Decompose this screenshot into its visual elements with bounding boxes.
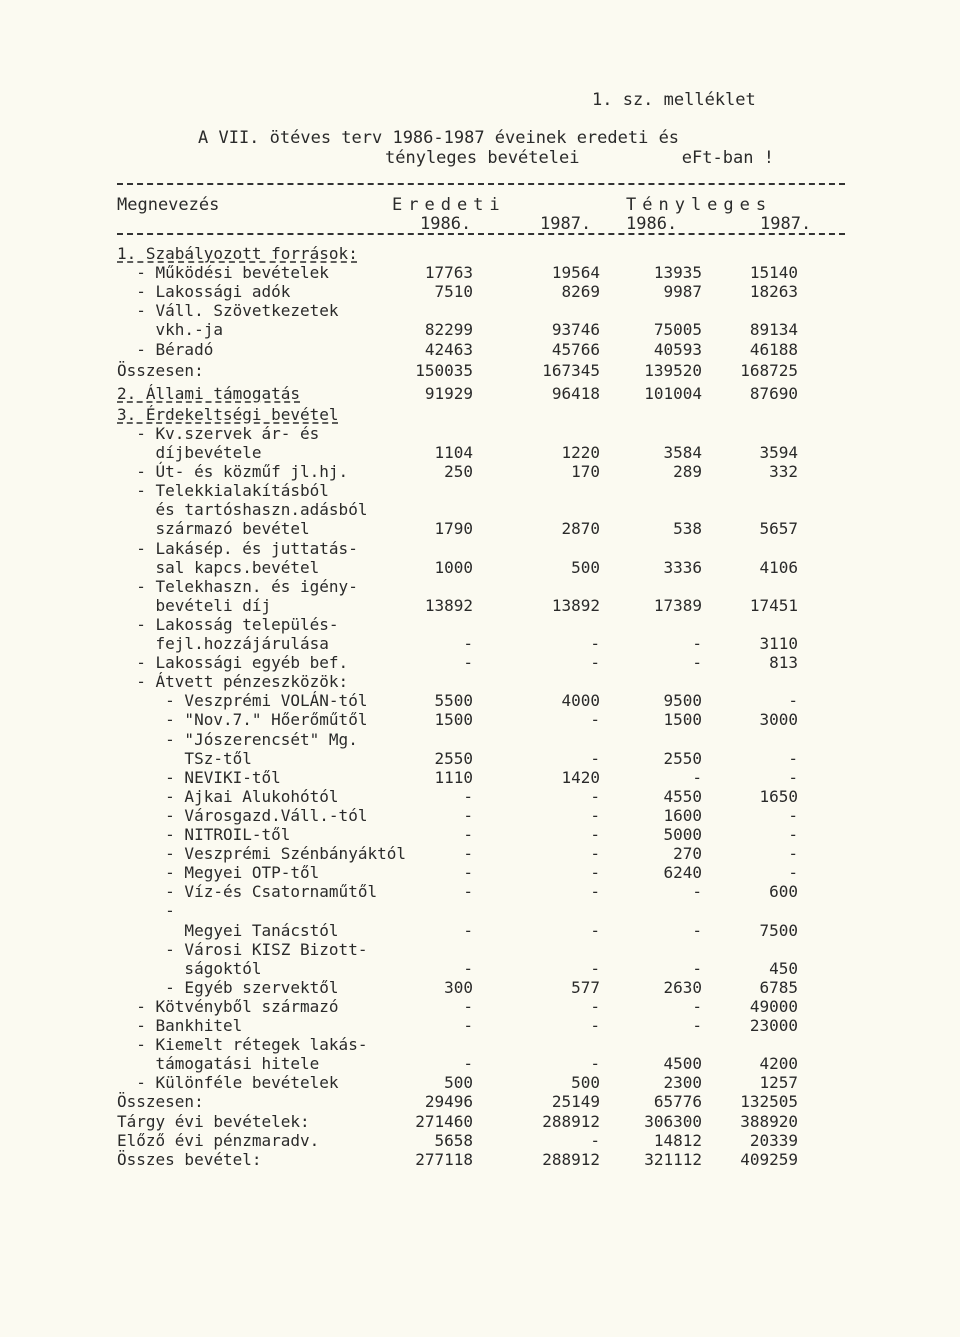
row-value: - — [590, 805, 600, 825]
title-line-1: A VII. ötéves terv 1986-1987 éveinek eredeti és — [198, 128, 680, 148]
table-row — [0, 361, 960, 380]
row-value: - — [692, 767, 702, 787]
row-label: - Lakásép. és juttatás- — [117, 538, 358, 558]
row-value: 150035 — [415, 360, 473, 380]
table-row — [0, 539, 960, 558]
row-value: - — [692, 634, 702, 653]
row-label: és tartóshaszn.adásból — [117, 500, 368, 520]
table-row — [0, 844, 960, 863]
row-value: 1500 — [434, 710, 473, 730]
row-value: 14812 — [653, 1130, 702, 1150]
row-value: 2300 — [663, 1073, 702, 1093]
row-value: 93746 — [551, 320, 600, 340]
row-label: - Városi KISZ Bizott- — [117, 939, 368, 959]
row-value: 3594 — [759, 443, 798, 462]
table-row — [0, 320, 960, 339]
row-value: - — [590, 748, 600, 768]
row-value: - — [692, 653, 702, 673]
row-value: 91929 — [424, 383, 473, 403]
table-row — [0, 1073, 960, 1092]
row-value: 65776 — [653, 1092, 702, 1112]
row-value: 139520 — [644, 360, 702, 380]
row-value: 4106 — [759, 557, 798, 577]
row-value: - — [590, 882, 600, 902]
table-row — [0, 282, 960, 301]
table-row — [0, 806, 960, 825]
row-value: 409259 — [740, 1149, 798, 1169]
row-value: 2630 — [663, 977, 702, 997]
row-label: - "Jószerencsét" Mg. — [117, 729, 358, 749]
row-label: - Út- és közműf jl.hj. — [117, 462, 349, 482]
table-row — [0, 959, 960, 978]
row-value: - — [590, 920, 600, 940]
table-row — [0, 1150, 960, 1169]
row-value: 300 — [444, 977, 473, 997]
row-value: - — [590, 1130, 600, 1150]
column-header-eredeti: Eredeti — [392, 195, 506, 215]
row-value: - — [463, 1016, 473, 1035]
row-value: 500 — [571, 1073, 600, 1093]
row-value: 9500 — [663, 691, 702, 711]
row-value: 4500 — [663, 1054, 702, 1074]
row-value: - — [788, 691, 798, 711]
row-value: - — [692, 882, 702, 902]
table-row — [0, 1054, 960, 1073]
row-value: - — [463, 805, 473, 825]
row-value: 1220 — [561, 443, 600, 462]
row-value: 332 — [769, 462, 798, 482]
row-value: 18263 — [749, 282, 798, 302]
table-row — [0, 653, 960, 672]
row-value: 250 — [444, 462, 473, 482]
row-label: Tárgy évi bevételek: — [117, 1111, 310, 1131]
row-value: - — [590, 1054, 600, 1074]
row-value: 1600 — [663, 805, 702, 825]
row-label: - "Nov.7." Hőerőműtől — [117, 710, 368, 730]
row-value: 3584 — [663, 443, 702, 462]
title-line-2: tényleges bevételei eFt-ban ! — [385, 148, 774, 168]
table-row — [0, 997, 960, 1016]
column-header-tenyleges: Tényleges — [626, 195, 773, 215]
row-value: 271460 — [415, 1111, 473, 1131]
row-value: 270 — [673, 844, 702, 864]
row-label: - Váll. Szövetkezetek — [117, 301, 339, 321]
row-value: - — [788, 863, 798, 883]
row-value: 168725 — [740, 360, 798, 380]
row-value: 17389 — [653, 595, 702, 615]
table-row — [0, 481, 960, 500]
row-label: fejl.hozzájárulása — [117, 634, 329, 653]
row-value: - — [463, 634, 473, 653]
row-label: - Ajkai Alukohótól — [117, 786, 339, 806]
row-value: 6785 — [759, 977, 798, 997]
row-value: - — [590, 653, 600, 673]
row-value: 288912 — [542, 1111, 600, 1131]
row-label: 1. Szabályozott források: — [117, 244, 358, 263]
row-value: 42463 — [424, 339, 473, 359]
table-row — [0, 1131, 960, 1150]
row-value: - — [590, 634, 600, 653]
row-value: 15140 — [749, 263, 798, 283]
table-row — [0, 244, 960, 263]
table-row — [0, 405, 960, 424]
row-value: - — [692, 1016, 702, 1035]
row-label: sal kapcs.bevétel — [117, 557, 320, 577]
table-row — [0, 577, 960, 596]
row-label: díjbevétele — [117, 443, 262, 462]
row-value: 813 — [769, 653, 798, 673]
row-value: 40593 — [653, 339, 702, 359]
row-value: - — [788, 767, 798, 787]
table-row — [0, 340, 960, 359]
row-label: - Lakossági egyéb bef. — [117, 653, 349, 673]
year-header: 1987. — [760, 214, 812, 234]
row-value: - — [463, 920, 473, 940]
row-value: 17451 — [749, 595, 798, 615]
row-value: 1000 — [434, 557, 473, 577]
row-value: 45766 — [551, 339, 600, 359]
row-value: 25149 — [551, 1092, 600, 1112]
row-value: 5658 — [434, 1130, 473, 1150]
row-value: 277118 — [415, 1149, 473, 1169]
table-row — [0, 825, 960, 844]
table-row — [0, 443, 960, 462]
row-value: - — [590, 1016, 600, 1035]
row-value: - — [692, 996, 702, 1016]
row-value: 1257 — [759, 1073, 798, 1093]
row-value: - — [788, 825, 798, 844]
row-value: 4550 — [663, 786, 702, 806]
row-label: Összes bevétel: — [117, 1149, 262, 1169]
row-label: - Víz-és Csatornaműtől — [117, 882, 378, 902]
row-value: - — [590, 786, 600, 806]
row-label: 2. Állami támogatás — [117, 383, 301, 403]
row-label: TSz-től — [117, 748, 252, 768]
divider-top — [117, 183, 845, 185]
row-label: - Lakosság település- — [117, 614, 339, 634]
row-value: 170 — [571, 462, 600, 482]
table-row — [0, 672, 960, 691]
row-value: - — [463, 844, 473, 864]
row-label: - Veszprémi VOLÁN-tól — [117, 691, 368, 711]
row-value: 7500 — [759, 920, 798, 940]
row-value: - — [788, 844, 798, 864]
divider-header — [117, 233, 845, 235]
row-value: - — [463, 996, 473, 1016]
table-row — [0, 1092, 960, 1111]
table-row — [0, 301, 960, 320]
row-value: 9987 — [663, 282, 702, 302]
row-value: 1110 — [434, 767, 473, 787]
row-value: 46188 — [749, 339, 798, 359]
table-row — [0, 462, 960, 481]
row-label: - Telekhaszn. és igény- — [117, 576, 358, 596]
row-label: Előző évi pénzmaradv. — [117, 1130, 320, 1150]
table-row — [0, 710, 960, 729]
row-label: vkh.-ja — [117, 320, 223, 340]
row-label: származó bevétel — [117, 519, 310, 539]
row-value: 101004 — [644, 383, 702, 403]
row-value: 167345 — [542, 360, 600, 380]
row-value: 388920 — [740, 1111, 798, 1131]
row-value: - — [590, 996, 600, 1016]
row-label: - Kv.szervek ár- és — [117, 423, 320, 443]
row-value: 89134 — [749, 320, 798, 340]
row-value: 13935 — [653, 263, 702, 283]
table-row — [0, 558, 960, 577]
row-label: Összesen: — [117, 1092, 204, 1112]
row-value: 3336 — [663, 557, 702, 577]
row-value: 538 — [673, 519, 702, 539]
row-value: - — [463, 863, 473, 883]
row-value: 600 — [769, 882, 798, 902]
table-row — [0, 500, 960, 519]
row-label: támogatási hitele — [117, 1054, 320, 1074]
row-label: - Megyei OTP-től — [117, 863, 320, 883]
annex-label: 1. sz. melléklet — [592, 90, 756, 110]
row-label: - NITROIL-től — [117, 825, 291, 844]
row-value: 288912 — [542, 1149, 600, 1169]
row-value: 4000 — [561, 691, 600, 711]
row-value: 500 — [444, 1073, 473, 1093]
row-label: - Veszprémi Szénbányáktól — [117, 844, 406, 864]
row-value: 82299 — [424, 320, 473, 340]
row-value: - — [463, 786, 473, 806]
row-value: - — [590, 710, 600, 730]
row-value: 6240 — [663, 863, 702, 883]
row-value: 13892 — [551, 595, 600, 615]
row-label: - Telekkialakításból — [117, 481, 329, 501]
year-header: 1986. — [626, 214, 678, 234]
row-label: 3. Érdekeltségi bevétel — [117, 404, 339, 424]
row-value: - — [692, 958, 702, 978]
year-header: 1986. — [420, 214, 472, 234]
row-value: 1790 — [434, 519, 473, 539]
table-row — [0, 691, 960, 710]
row-value: 13892 — [424, 595, 473, 615]
row-value: 321112 — [644, 1149, 702, 1169]
table-row — [0, 901, 960, 920]
row-value: - — [788, 805, 798, 825]
table-row — [0, 1016, 960, 1035]
row-value: 2550 — [434, 748, 473, 768]
row-value: 1500 — [663, 710, 702, 730]
row-label: - Városgazd.Váll.-tól — [117, 805, 368, 825]
row-value: - — [463, 653, 473, 673]
row-value: 96418 — [551, 383, 600, 403]
row-value: 500 — [571, 557, 600, 577]
row-value: - — [463, 1054, 473, 1074]
row-value: - — [788, 748, 798, 768]
table-row — [0, 940, 960, 959]
table-row — [0, 1112, 960, 1131]
row-label: - — [117, 901, 175, 921]
row-value: - — [590, 958, 600, 978]
table-row — [0, 634, 960, 653]
row-label: - Átvett pénzeszközök: — [117, 672, 349, 692]
row-value: 5500 — [434, 691, 473, 711]
row-value: - — [463, 825, 473, 844]
row-label: - NEVIKI-től — [117, 767, 281, 787]
row-value: 4200 — [759, 1054, 798, 1074]
row-value: 2870 — [561, 519, 600, 539]
row-value: 5657 — [759, 519, 798, 539]
row-value: 450 — [769, 958, 798, 978]
row-label: - Kötvényből származó — [117, 996, 339, 1016]
row-value: 19564 — [551, 263, 600, 283]
row-label: - Különféle bevételek — [117, 1073, 339, 1093]
row-label: ságoktól — [117, 958, 262, 978]
row-value: - — [463, 958, 473, 978]
row-value: 132505 — [740, 1092, 798, 1112]
row-label: Összesen: — [117, 360, 204, 380]
row-value: 2550 — [663, 748, 702, 768]
row-value: 3000 — [759, 710, 798, 730]
table-row — [0, 882, 960, 901]
row-value: 8269 — [561, 282, 600, 302]
row-value: - — [590, 825, 600, 844]
table-row — [0, 921, 960, 940]
row-value: 49000 — [749, 996, 798, 1016]
table-row — [0, 596, 960, 615]
row-value: 577 — [571, 977, 600, 997]
row-value: - — [590, 863, 600, 883]
table-row — [0, 863, 960, 882]
row-value: 75005 — [653, 320, 702, 340]
table-row — [0, 1035, 960, 1054]
row-value: 20339 — [749, 1130, 798, 1150]
row-label: - Működési bevételek — [117, 263, 329, 283]
table-row — [0, 730, 960, 749]
table-row — [0, 384, 960, 403]
row-value: 1420 — [561, 767, 600, 787]
table-row — [0, 768, 960, 787]
table-row — [0, 978, 960, 997]
row-label: - Bankhitel — [117, 1016, 243, 1035]
row-label: - Kiemelt rétegek lakás- — [117, 1035, 368, 1055]
row-value: - — [692, 920, 702, 940]
row-label: bevételi díj — [117, 595, 272, 615]
column-header-name: Megnevezés — [117, 195, 220, 215]
row-label: Megyei Tanácstól — [117, 920, 339, 940]
row-label: - Béradó — [117, 339, 214, 359]
table-row — [0, 749, 960, 768]
row-value: 29496 — [424, 1092, 473, 1112]
table-row — [0, 424, 960, 443]
row-value: - — [590, 844, 600, 864]
row-value: 17763 — [424, 263, 473, 283]
row-value: 3110 — [759, 634, 798, 653]
row-value: 5000 — [663, 825, 702, 844]
row-value: 1104 — [434, 443, 473, 462]
row-value: 306300 — [644, 1111, 702, 1131]
table-row — [0, 519, 960, 538]
year-header: 1987. — [540, 214, 592, 234]
row-value: 23000 — [749, 1016, 798, 1035]
row-value: 7510 — [434, 282, 473, 302]
row-label: - Egyéb szervektől — [117, 977, 339, 997]
row-label: - Lakossági adók — [117, 282, 291, 302]
table-row — [0, 263, 960, 282]
table-row — [0, 615, 960, 634]
row-value: - — [463, 882, 473, 902]
row-value: 87690 — [749, 383, 798, 403]
row-value: 289 — [673, 462, 702, 482]
row-value: 1650 — [759, 786, 798, 806]
table-row — [0, 787, 960, 806]
